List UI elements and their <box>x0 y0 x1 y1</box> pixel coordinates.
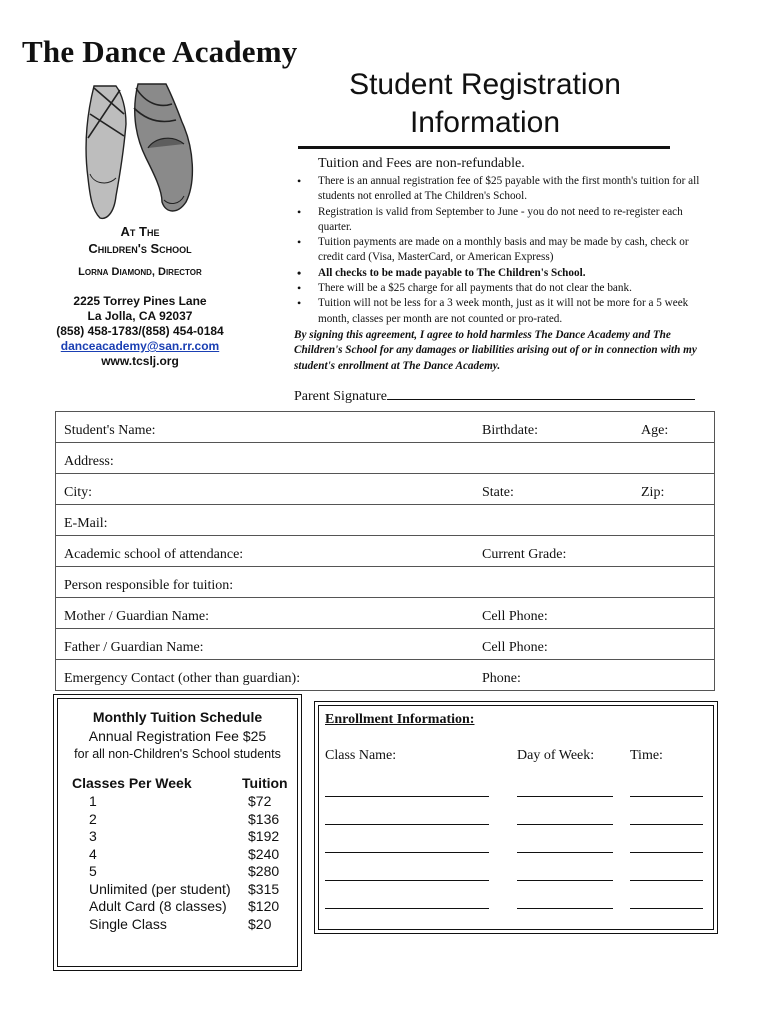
policy-list <box>294 174 710 327</box>
tuition-header: Tuition <box>242 775 288 791</box>
field-label: Student's Name: <box>64 423 156 438</box>
student-form <box>55 411 715 691</box>
time-field[interactable] <box>630 908 703 909</box>
enrollment-frame <box>318 705 714 930</box>
classes-value: 2 <box>89 811 97 827</box>
tuition-value: $136 <box>248 811 280 827</box>
policy-item: • There will be a $25 charge for all payments that do not clear the bank. <box>294 281 710 296</box>
tuition-value: $72 <box>248 793 272 809</box>
school-name: Children's School <box>88 241 192 256</box>
time-field[interactable] <box>630 880 703 881</box>
time-header: Time: <box>630 748 663 763</box>
class-name-field[interactable] <box>325 852 489 853</box>
form-row <box>56 536 714 567</box>
parent-signature <box>294 386 695 405</box>
policy-item: • Tuition payments are made on a monthly basis and may be made by cash, check or credit card (Visa, MasterCard, or American Express) <box>294 235 710 266</box>
field-label: Address: <box>64 454 114 469</box>
tuition-value: $240 <box>248 846 280 862</box>
school-info <box>40 224 240 369</box>
ballet-slippers-illustration <box>80 78 200 220</box>
field-label: Age: <box>641 423 669 438</box>
field-label: Father / Guardian Name: <box>64 640 204 655</box>
schedule-title: Monthly Tuition Schedule <box>92 709 263 725</box>
form-row <box>56 660 714 690</box>
class-name-field[interactable] <box>325 908 489 909</box>
schedule-row <box>58 846 297 864</box>
tuition-value: $20 <box>248 916 272 932</box>
street-address: 2225 Torrey Pines Lane <box>73 294 207 308</box>
title-rule <box>298 146 670 149</box>
class-name-header: Class Name: <box>325 748 397 763</box>
field-label: E-Mail: <box>64 516 108 531</box>
enrollment-title: Enrollment Information: <box>325 712 475 727</box>
at-the-label: At The <box>120 224 160 239</box>
agreement-text: By signing this agreement, I agree to hold harmless The Dance Academy and The Children's School for any damages or liabilities arising out of or in connection with my student's enrollment at The Dance Academy. <box>294 328 697 372</box>
tuition-schedule-frame <box>57 698 298 967</box>
classes-value: 5 <box>89 863 97 879</box>
form-row <box>56 474 714 505</box>
schedule-row <box>58 828 297 846</box>
schedule-row <box>58 881 297 899</box>
schedule-row <box>58 793 297 811</box>
fee-note: for all non-Children's School students <box>74 747 281 761</box>
schedule-row <box>58 863 297 881</box>
form-row <box>56 598 714 629</box>
time-field[interactable] <box>630 796 703 797</box>
schedule-row <box>58 811 297 829</box>
class-name-field[interactable] <box>325 824 489 825</box>
form-row <box>56 443 714 474</box>
field-label: State: <box>482 485 514 500</box>
signature-label: Parent Signature <box>294 389 387 404</box>
policy-item: • Registration is valid from September to June - you do not need to re-register each quarter. <box>294 205 710 236</box>
document-title <box>300 66 670 142</box>
email-link[interactable]: danceacademy@san.rr.com <box>60 339 220 353</box>
field-label: Current Grade: <box>482 547 567 562</box>
day-field[interactable] <box>517 824 613 825</box>
enrollment-info <box>314 701 718 934</box>
city-state-zip: La Jolla, CA 92037 <box>87 309 193 323</box>
class-name-field[interactable] <box>325 880 489 881</box>
classes-value: Unlimited (per student) <box>89 881 231 897</box>
class-name-field[interactable] <box>325 796 489 797</box>
field-label: Phone: <box>482 671 521 686</box>
day-field[interactable] <box>517 796 613 797</box>
document-title-line1: Student Registration <box>349 68 621 101</box>
field-label: Birthdate: <box>482 423 538 438</box>
classes-value: 1 <box>89 793 97 809</box>
policy-item: • Tuition will not be less for a 3 week month, just as it will not be more for a 5 week month, classes per month are not counted or pro-rated. <box>294 296 710 327</box>
field-label: Cell Phone: <box>482 609 548 624</box>
academy-title: The Dance Academy <box>22 34 298 69</box>
classes-header: Classes Per Week <box>72 775 192 791</box>
tuition-schedule <box>53 694 302 971</box>
form-row <box>56 629 714 660</box>
tuition-value: $120 <box>248 898 280 914</box>
form-row <box>56 505 714 536</box>
policy-item: • All checks to be made payable to The Children's School. <box>294 266 710 281</box>
document-title-line2: Information <box>409 106 561 139</box>
classes-value: Adult Card (8 classes) <box>89 898 227 914</box>
tuition-value: $192 <box>248 828 280 844</box>
day-field[interactable] <box>517 852 613 853</box>
phone-numbers: (858) 458-1783/(858) 454-0184 <box>56 324 224 338</box>
nonrefundable-note: Tuition and Fees are non-refundable. <box>318 156 525 171</box>
field-label: Academic school of attendance: <box>64 547 244 562</box>
website: www.tcslj.org <box>101 354 179 368</box>
time-field[interactable] <box>630 852 703 853</box>
classes-value: 4 <box>89 846 97 862</box>
day-field[interactable] <box>517 880 613 881</box>
form-row <box>56 567 714 598</box>
day-field[interactable] <box>517 908 613 909</box>
schedule-row <box>58 916 297 934</box>
field-label: Emergency Contact (other than guardian): <box>64 671 301 686</box>
registration-fee: Annual Registration Fee $25 <box>88 728 267 744</box>
classes-value: Single Class <box>89 916 167 932</box>
director-name: Lorna Diamond, Director <box>78 266 202 278</box>
field-label: City: <box>64 485 93 500</box>
time-field[interactable] <box>630 824 703 825</box>
field-label: Zip: <box>641 485 665 500</box>
tuition-value: $315 <box>248 881 280 897</box>
field-label: Cell Phone: <box>482 640 548 655</box>
signature-field[interactable] <box>387 386 695 400</box>
policy-item: • There is an annual registration fee of $25 payable with the first month's tuition for all students not enrolled at The Children's School. <box>294 174 710 205</box>
field-label: Mother / Guardian Name: <box>64 609 210 624</box>
schedule-row <box>58 898 297 916</box>
day-of-week-header: Day of Week: <box>517 748 595 763</box>
form-row <box>56 412 714 443</box>
classes-value: 3 <box>89 828 97 844</box>
field-label: Person responsible for tuition: <box>64 578 234 593</box>
policy-info <box>294 156 710 374</box>
tuition-value: $280 <box>248 863 280 879</box>
